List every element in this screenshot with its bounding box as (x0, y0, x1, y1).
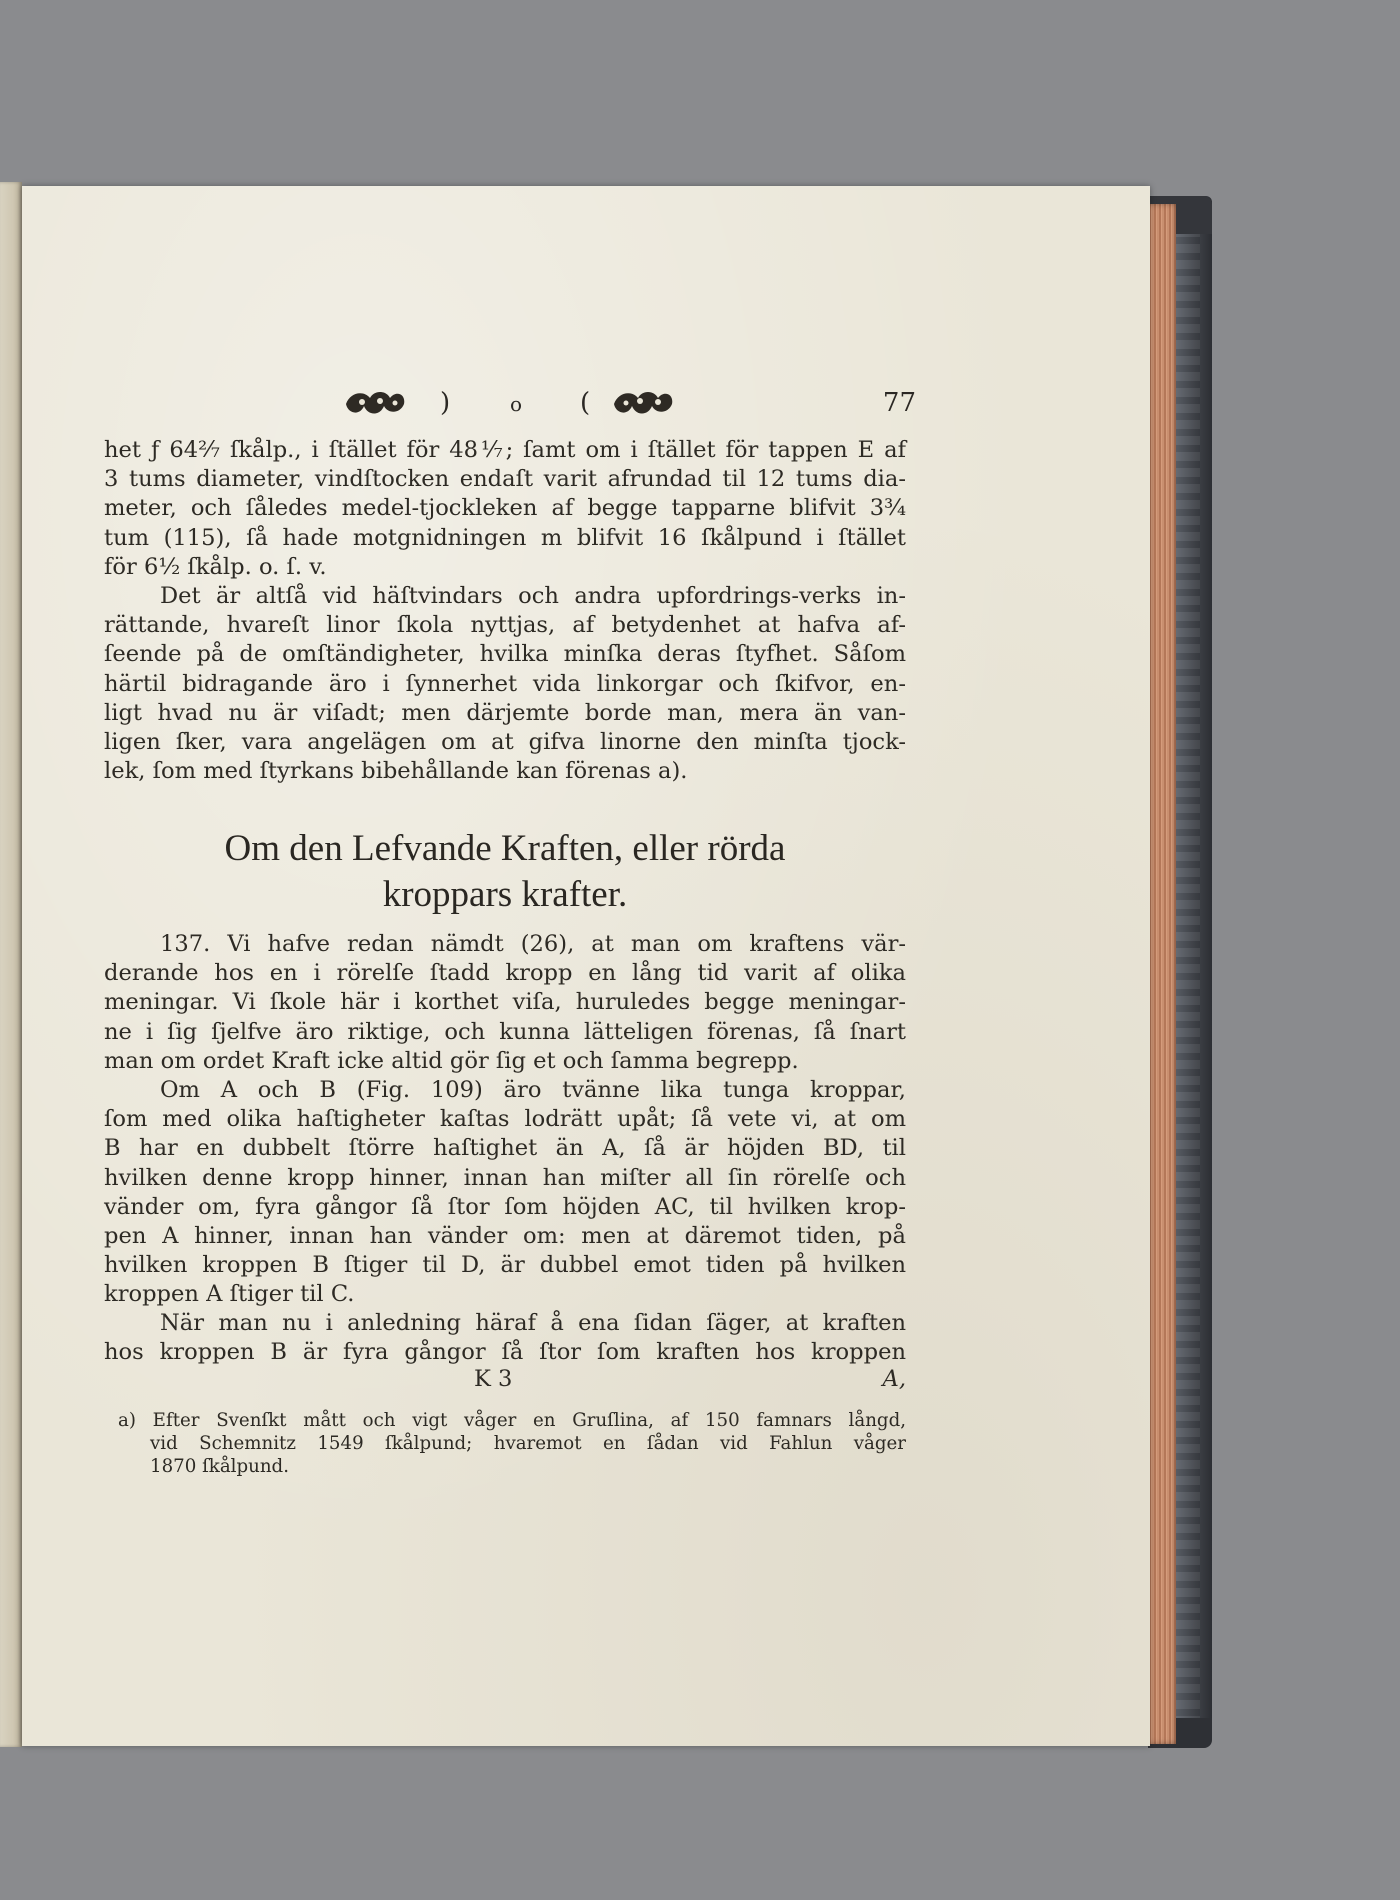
text-line: meningar. Vi ſkole här i korthet viſa, huruledes begge meningar- (104, 989, 906, 1016)
paragraph-5 (104, 1309, 906, 1367)
leaf-ornament-icon (340, 386, 410, 420)
text-line: lek, ſom med ſtyrkans bibehållande kan förenas a). (104, 758, 688, 785)
text-line: meter, och ſåledes medel-tjockleken af begge tapparne blifvit 3¾ (104, 495, 906, 522)
text-line: 3 tums diameter, vindſtocken endaſt varit afrundad til 12 tums dia- (104, 466, 906, 493)
text-line: ſom med olika haſtigheter kaſtas lodrätt upåt; ſå vete vi, at om (104, 1106, 906, 1133)
footnote-line: vid Schemnitz 1549 ſkålpund; hvaremot en ſådan vid Fahlun våger (150, 1432, 906, 1454)
text-line: hos kroppen B är fyra gångor ſå ſtor ſom kraften hos kroppen (104, 1339, 906, 1366)
leaf-ornament-icon (608, 386, 678, 420)
signature-mark: K 3 (474, 1366, 513, 1392)
text-line: Om A och B (Fig. 109) äro tvänne lika tunga kroppar, (160, 1077, 906, 1103)
header-right-bracket: ( (580, 388, 591, 418)
text-line: för 6½ ſkålp. o. ſ. v. (104, 553, 327, 580)
text-line: hvilken denne kropp hinner, innan han miſter all ſin rörelſe och (104, 1164, 906, 1191)
text-line: het ƒ 64²⁄₇ ſkålp., i ſtället för 48⅐; ſamt om i ſtället för tappen E af (104, 437, 906, 463)
paragraph-1 (104, 436, 906, 582)
paragraph-4 (104, 1076, 906, 1310)
text-line: vänder om, fyra gångor ſå ſtor ſom höjden AC, til hvilken krop- (104, 1193, 906, 1220)
text-line: ligt hvad nu är viſadt; men därjemte borde man, mera än van- (104, 699, 906, 726)
footnote (104, 1410, 906, 1478)
text-line: När man nu i anledning häraf å ena ſidan ſäger, at kraften (160, 1310, 906, 1336)
section-heading-line-1: Om den Lefvande Kraften, eller rörda (224, 828, 786, 869)
header-center-symbol: o (510, 392, 523, 416)
book-left-edge (0, 182, 22, 1747)
text-line: kroppen A ſtiger til C. (104, 1281, 355, 1308)
paragraph-2 (104, 582, 906, 786)
section-heading-line-2: kroppars krafter. (382, 874, 628, 915)
text-line: ſeende på de omſtändigheter, hvilka minſka deras ſtyfhet. Såſom (104, 641, 906, 668)
catchword: A, (882, 1366, 906, 1392)
text-line: hvilken kroppen B ſtiger til D, är dubbel emot tiden på hvilken (104, 1252, 906, 1279)
text-line: tum (115), ſå hade motgnidningen m blifvit 16 ſkålpund i ſtället (104, 524, 906, 551)
page-number: 77 (882, 388, 916, 418)
text-line: ne i ſig ſjelfve äro riktige, och kunna lätteligen förenas, ſå ſnart (104, 1018, 906, 1045)
text-line: man om ordet Kraft icke altid gör ſig et och ſamma begrepp. (104, 1047, 799, 1074)
header-left-bracket: ) (440, 388, 451, 418)
text-line: ligen ſker, vara angelägen om at gifva linorne den minſta tjock- (104, 729, 906, 756)
signature-line (104, 1366, 906, 1398)
section-heading (104, 826, 906, 918)
text-line: härtil bidragande äro i ſynnerhet vida linkorgar och ſkifvor, en- (104, 670, 906, 697)
footnote-line: 1870 ſkålpund. (150, 1455, 289, 1477)
text-line: derande hos en i rörelſe ſtadd kropp en lång tid varit af olika (104, 960, 906, 987)
paragraph-3 (104, 930, 906, 1076)
running-header (340, 388, 916, 424)
text-line: B har en dubbelt ſtörre haſtighet än A, ſå är höjden BD, til (104, 1135, 906, 1162)
footnote-line: a) Efter Svenſkt mått och vigt våger en Gruſlina, af 150 famnars långd, (118, 1410, 906, 1431)
text-line: 137. Vi hafve redan nämdt (26), at man om kraftens vär- (160, 931, 906, 957)
text-line: rättande, hvareſt linor ſkola nyttjas, af betydenhet at hafva af- (104, 612, 906, 639)
text-line: Det är altſå vid häſtvindars och andra upfordrings-verks in- (160, 583, 906, 609)
text-line: pen A hinner, innan han vänder om: men at däremot tiden, på (104, 1223, 906, 1250)
